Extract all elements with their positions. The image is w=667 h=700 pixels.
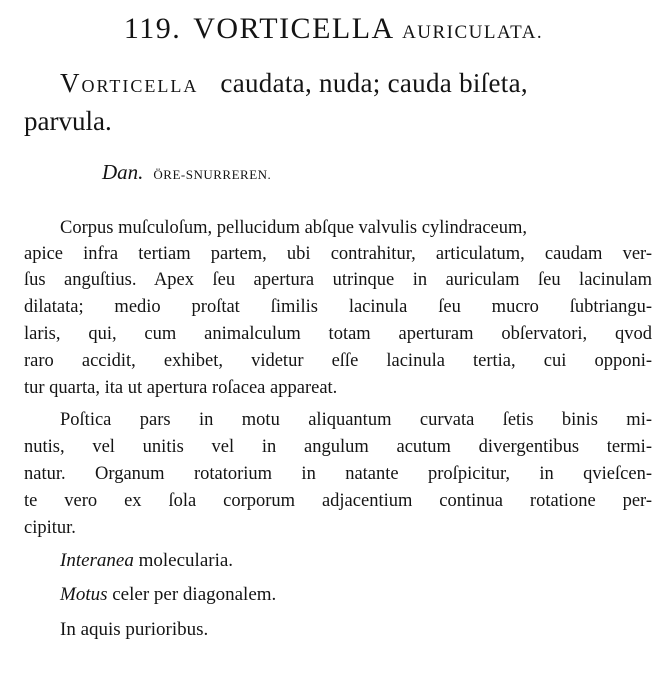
- species-epithet: AURICULATA.: [402, 22, 544, 43]
- paragraph1-line: raro accidit, exhibet, videtur eſſe lacinula tertia, cui opponi-: [24, 351, 652, 371]
- species-number: 119.: [123, 12, 182, 45]
- motus-label: Motus: [60, 584, 108, 605]
- paragraph2-line: nutis, vel unitis vel in angulum acutum divergentibus termi-: [24, 437, 652, 457]
- vernacular-term: ÖRE-SNURREREN.: [153, 167, 272, 182]
- vernacular-name: [102, 162, 271, 183]
- diagnosis-text: caudata, nuda; cauda biſeta,: [220, 68, 528, 98]
- interanea-entry: [60, 551, 233, 570]
- language-abbr: Dan.: [102, 160, 144, 184]
- paragraph1-line: tur quarta, ita ut apertura roſacea appareat.: [24, 378, 338, 398]
- diagnosis-line-1: [60, 70, 528, 97]
- interanea-value: molecularia.: [138, 550, 234, 571]
- motus-entry: [60, 585, 276, 604]
- paragraph1-line: dilatata; medio proſtat ſimilis lacinula ſeu mucro ſubtriangu-: [24, 297, 652, 317]
- habitat-entry: In aquis purioribus.: [60, 619, 209, 640]
- paragraph1-line: Corpus muſculoſum, pellucidum abſque valvulis cylindraceum,: [60, 218, 528, 238]
- diagnosis-line-2: parvula.: [24, 106, 112, 136]
- paragraph2-line: Poſtica pars in motu aliquantum curvata ſetis binis mi-: [60, 410, 652, 430]
- species-heading: [0, 14, 667, 44]
- paragraph2-line: te vero ex ſola corporum adjacentium continua rotatione per-: [24, 491, 652, 511]
- paragraph1-line: laris, qui, cum animalculum totam aperturam obſervatori, qvod: [24, 324, 652, 344]
- paragraph1-line: apice infra tertiam partem, ubi contrahitur, articulatum, caudam ver-: [24, 244, 652, 264]
- paragraph2-line: natur. Organum rotatorium in natante proſpicitur, in qvieſcen-: [24, 464, 652, 484]
- motus-value: celer per diagonalem.: [112, 584, 277, 605]
- genus-name: VORTICELLA: [193, 12, 394, 45]
- genus-initial: V: [60, 68, 82, 98]
- paragraph1-line: ſus anguſtius. Apex ſeu apertura utrinque in auriculam ſeu lacinulam: [24, 270, 652, 290]
- interanea-label: Interanea: [60, 550, 134, 571]
- paragraph2-line: cipitur.: [24, 518, 76, 538]
- genus-remainder: ORTICELLA: [81, 76, 199, 96]
